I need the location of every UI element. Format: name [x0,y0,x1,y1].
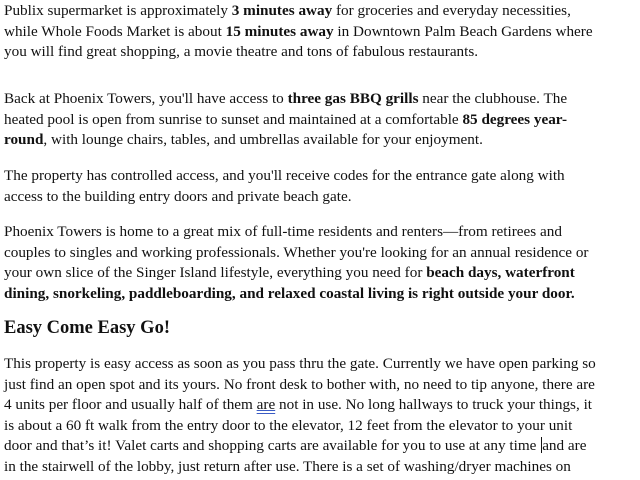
text-line: This property is easy access as soon as you pass thru the gate. Currently we have open parking so [4,355,596,372]
text-line: Phoenix Towers is home to a great mix of full-time residents and renters—from retirees and [4,223,562,240]
text-run: heated pool is open from sunrise to sunset and maintained at a comfortable [4,110,463,128]
text-line: The property has controlled access, and you'll receive codes for the entrance gate along with [4,167,565,184]
text-run: 4 units per floor and usually half of them [4,396,257,413]
text-line [4,22,640,43]
bold-text: 3 minutes away [231,2,333,19]
text-run: Publix supermarket is approximately [4,2,232,19]
bold-text: round [4,131,44,148]
bold-text: three gas BBQ grills [287,90,419,107]
paragraph-community [4,222,640,304]
text-run: for groceries and everyday necessities, [332,2,571,19]
text-line [4,263,640,284]
paragraph-easy-access [4,354,640,477]
grammar-flagged-word[interactable]: are [256,396,276,413]
text-line [4,436,640,457]
text-line: access to the building entry doors and private beach gate. [4,187,352,205]
text-run: Back at Phoenix Towers, you'll have access to [4,90,288,107]
section-heading: Easy Come Easy Go! [4,318,170,338]
text-line: just find an open spot and its yours. No front desk to bother with, no need to tip anyone, there are [4,375,595,393]
text-line: in the stairwell of the lobby, just return after use. There is a set of washing/dryer machines on [4,457,571,475]
paragraph-access [4,166,640,207]
text-line: is about a 60 ft walk from the entry door to the elevator, 12 feet from the elevator to your unit [4,416,573,434]
text-line [4,395,640,416]
bold-text-line: dining, snorkeling, paddleboarding, and relaxed coastal living is right outside your door. [4,284,575,302]
text-line [4,130,640,151]
text-line: you will find great shopping, a movie theatre and tons of fabulous restaurants. [4,43,479,60]
bold-text: beach days, waterfront [426,264,575,281]
bold-text: 15 minutes away [225,22,334,40]
text-run: , with lounge chairs, tables, and umbrellas available for your enjoyment. [43,131,483,148]
text-run: in Downtown Palm Beach Gardens where [333,22,593,40]
text-line [4,89,640,110]
paragraph-groceries [4,1,640,63]
text-run: and are [542,437,587,454]
text-line: couples to singles and working professionals. Whether you're looking for an annual residence or [4,243,589,261]
text-run: door and that’s it! Valet carts and shopping carts are available for you to use at any time [4,437,541,454]
paragraph-amenities [4,89,640,151]
text-run: while Whole Foods Market is about [4,22,226,40]
text-line [4,1,640,22]
text-run: your own slice of the Singer Island lifestyle, everything you need for [4,264,427,281]
text-run: near the clubhouse. The [418,90,568,107]
text-line [4,110,640,131]
bold-text: 85 degrees year- [462,110,568,128]
text-run: not in use. No long hallways to truck your things, it [275,396,593,413]
